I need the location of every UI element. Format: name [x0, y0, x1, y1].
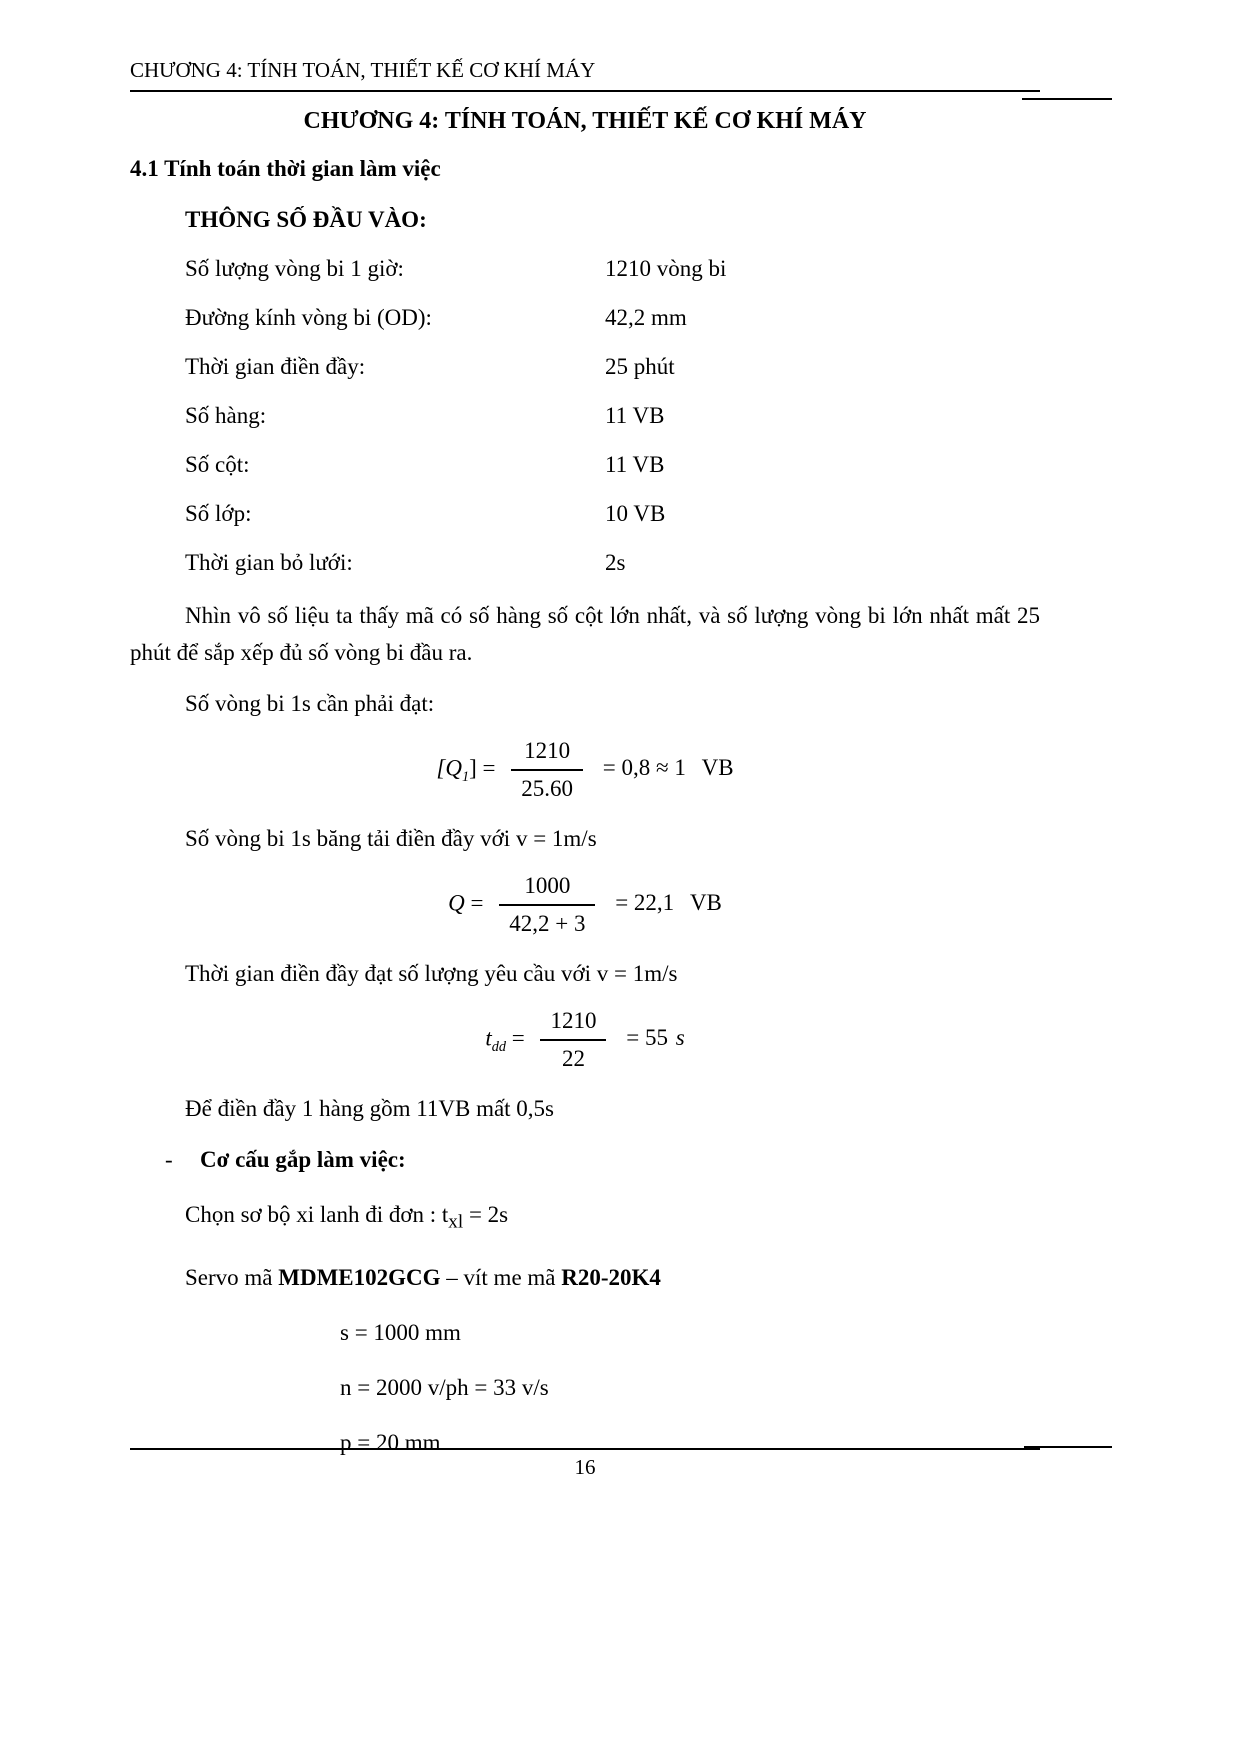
running-header [130, 58, 1040, 92]
fraction-numerator: 1000 [499, 871, 595, 906]
param-label: Đường kính vòng bi (OD): [185, 305, 432, 330]
document-content [130, 106, 1040, 1479]
running-footer [130, 1448, 1040, 1480]
fraction-denominator: 22 [561, 1046, 585, 1071]
chapter-title: CHƯƠNG 4: TÍNH TOÁN, THIẾT KẾ CƠ KHÍ MÁY [303, 108, 867, 134]
bullet-dash: - [165, 1147, 173, 1172]
param-label: Số cột: [185, 452, 250, 477]
formula-equals: = [464, 890, 484, 916]
page-number: 16 [574, 1455, 596, 1479]
param-label: Số lượng vòng bi 1 giờ: [185, 256, 404, 281]
formula-equals: = [505, 1025, 525, 1051]
param-row-thoi-gian-bo-luoi [130, 548, 1040, 578]
bullet-label: Cơ cấu gắp làm việc: [200, 1147, 406, 1172]
param-value: 2s [605, 550, 626, 575]
spec-speed: n = 2000 v/ph = 33 v/s [340, 1374, 549, 1400]
q-intro-line: Số vòng bi 1s băng tải điền đầy với v = 1m/s [185, 826, 597, 851]
servo-text: Servo mã [185, 1264, 279, 1290]
param-row-thoi-gian-dien-day [130, 352, 1040, 382]
param-row-duong-kinh [130, 303, 1040, 333]
tdd-intro-line: Thời gian điền đầy đạt số lượng yêu cầu với v = 1m/s [185, 961, 678, 986]
formula-lhs-sub: 1 [461, 768, 470, 785]
leadscrew-model: R20-20K4 [561, 1264, 661, 1290]
cylinder-text: Chọn sơ bộ xi lanh đi đơn : t [185, 1202, 449, 1227]
formula-unit: s [675, 1025, 685, 1051]
formula-lhs: [Q [436, 755, 462, 781]
input-parameters-heading: THÔNG SỐ ĐẦU VÀO: [185, 207, 427, 232]
param-row-so-cot [130, 450, 1040, 480]
param-label: Số lớp: [185, 501, 252, 526]
fraction [540, 1006, 606, 1074]
spec-stroke: s = 1000 mm [340, 1319, 461, 1345]
formula-result: = 22,1 [615, 890, 675, 916]
formula-equals: ] = [469, 755, 496, 781]
param-value: 25 phút [605, 354, 675, 379]
q1-intro-line: Số vòng bi 1s cần phải đạt: [185, 691, 435, 716]
param-label: Thời gian bỏ lưới: [185, 550, 353, 575]
param-label: Thời gian điền đầy: [185, 354, 366, 379]
param-row-so-luong [130, 254, 1040, 284]
formula-unit: VB [689, 890, 722, 916]
header-rule-extension [1022, 98, 1112, 100]
formula-lhs-sub: dd [491, 1038, 506, 1055]
servo-text-mid: – vít me mã [440, 1264, 562, 1290]
cylinder-selection-line [130, 1196, 1040, 1241]
param-value: 10 VB [605, 501, 666, 526]
formula-unit: VB [701, 755, 734, 781]
servo-model: MDME102GCG [278, 1264, 441, 1290]
fraction-numerator: 1210 [511, 736, 583, 771]
formula-q1 [130, 736, 1040, 804]
fraction-numerator: 1210 [540, 1006, 606, 1041]
formula-q [130, 871, 1040, 939]
param-label: Số hàng: [185, 403, 267, 428]
param-value: 11 VB [605, 452, 665, 477]
formula-result: = 55 [626, 1025, 668, 1051]
fraction [511, 736, 583, 804]
section-heading: 4.1 Tính toán thời gian làm việc [130, 156, 441, 181]
fraction [499, 871, 595, 939]
row-fill-time-line: Để điền đầy 1 hàng gồm 11VB mất 0,5s [185, 1096, 555, 1121]
fraction-denominator: 25.60 [521, 776, 573, 801]
formula-result: = 0,8 ≈ 1 [602, 755, 686, 781]
param-value: 11 VB [605, 403, 665, 428]
running-header-text: CHƯƠNG 4: TÍNH TOÁN, THIẾT KẾ CƠ KHÍ MÁY [130, 58, 596, 82]
param-row-so-hang [130, 401, 1040, 431]
overview-paragraph: Nhìn vô số liệu ta thấy mã có số hàng số cột lớn nhất, và số lượng vòng bi lớn nhất mất 25 phút để sắp xếp đủ số vòng bi đầu ra. [130, 603, 1040, 665]
servo-line [130, 1259, 1040, 1296]
fraction-denominator: 42,2 + 3 [509, 911, 586, 936]
param-value: 42,2 mm [605, 305, 687, 330]
param-value: 1210 vòng bi [605, 256, 727, 281]
cylinder-subscript: xl [448, 1211, 464, 1233]
cylinder-text-tail: = 2s [463, 1202, 509, 1227]
formula-tdd [130, 1006, 1040, 1074]
formula-lhs: Q [448, 890, 465, 916]
formula-lhs: t [485, 1025, 492, 1051]
gripper-bullet [130, 1141, 1040, 1178]
param-row-so-lop [130, 499, 1040, 529]
spec-pitch: p = 20 mm [340, 1429, 441, 1455]
